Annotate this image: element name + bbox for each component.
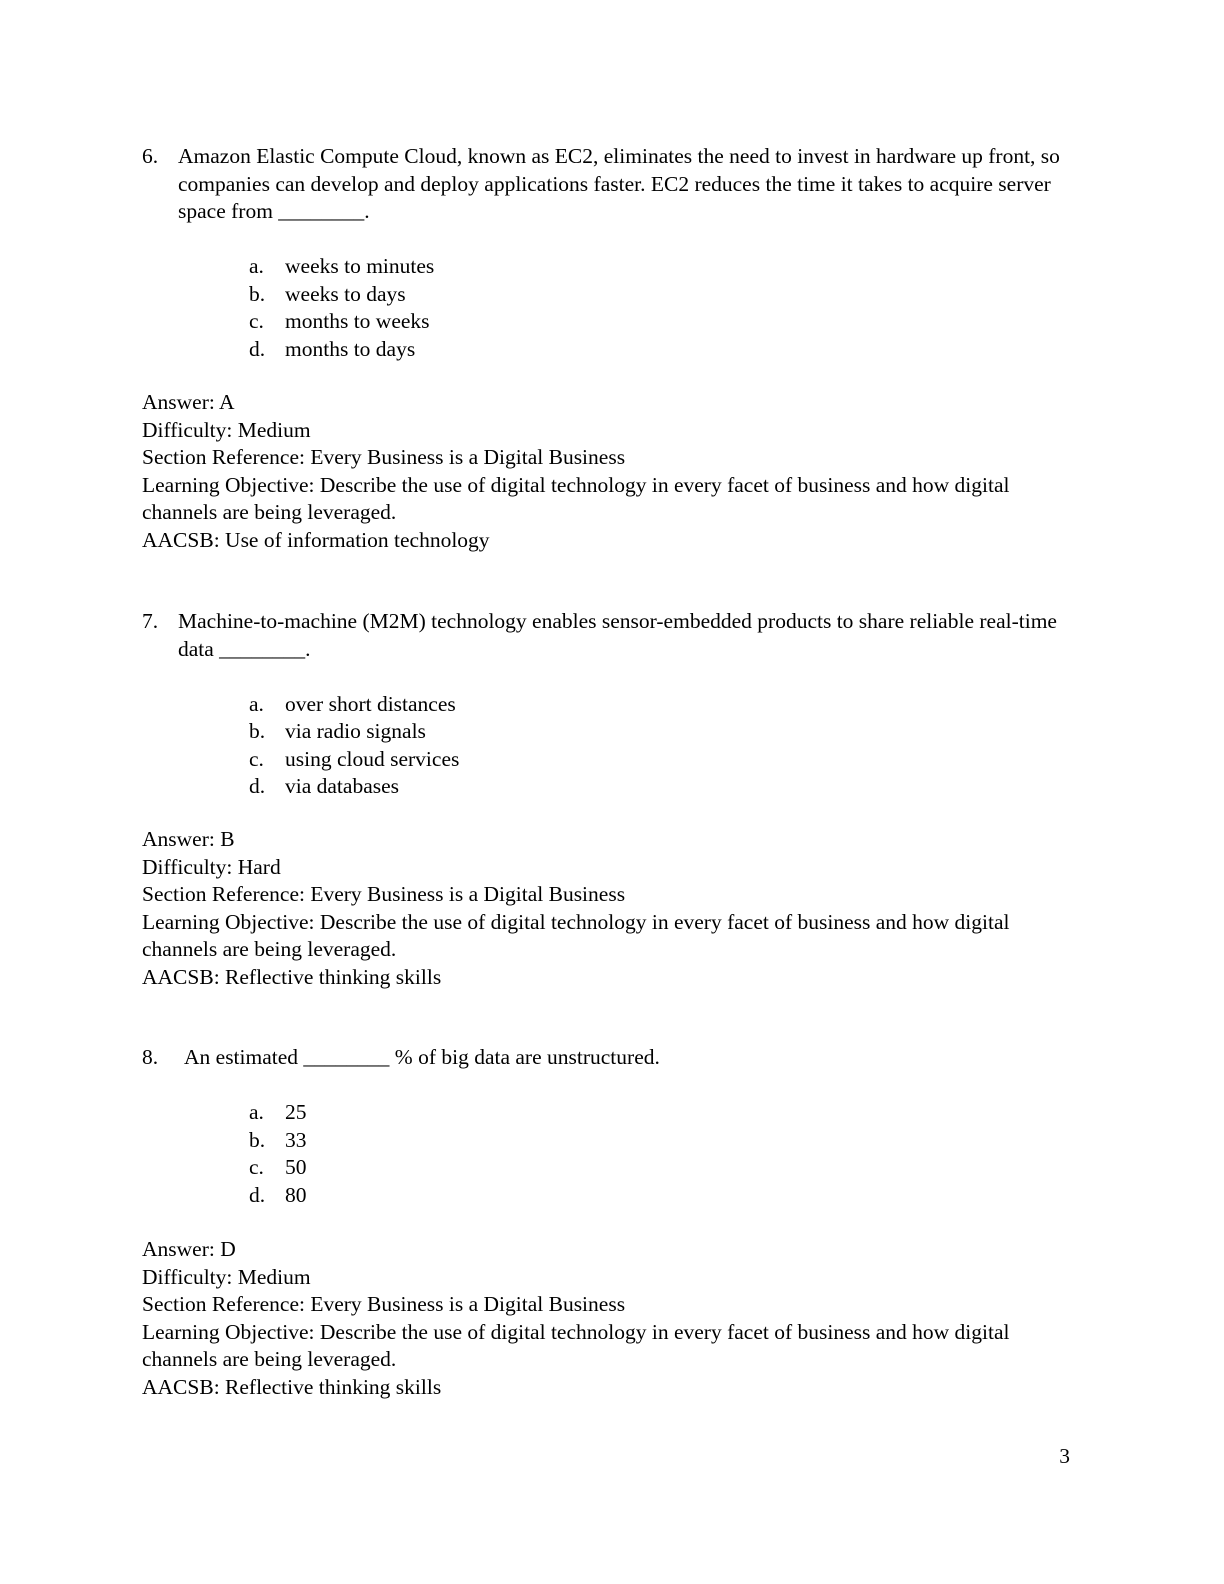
option-a: a. over short distances [249,691,456,716]
option-a: a. weeks to minutes [249,254,435,278]
aacsb: AACSB: Reflective thinking skills [142,1374,442,1399]
option-c: c. using cloud services [249,746,460,771]
question-text: Amazon Elastic Compute Cloud, known as EC2, eliminates the need to invest in hardware up front, so companies can develop and deploy applications faster. EC2 reduces the time it takes to acquire server space from ________. [178,144,1060,223]
section-reference: Section Reference: Every Business is a Digital Business [142,1292,626,1316]
option-c: c. months to weeks [249,309,430,333]
question-text: An estimated ________ % of big data are unstructured. [184,1045,660,1069]
page-number: 3 [1059,1444,1070,1468]
question-8 [142,1044,1082,1209]
option-b: b. weeks to days [249,281,406,306]
option-b: b. via radio signals [249,719,426,743]
learning-objective: Learning Objective: Describe the use of digital technology in every facet of business and how digital channels are being leveraged. [142,1319,1010,1371]
answer-block-6 [142,389,1082,554]
option-d: d. via databases [249,774,400,798]
options-list [249,1099,1082,1209]
difficulty: Difficulty: Medium [142,1264,311,1289]
question-stem [142,143,1082,226]
question-number: 7. [142,609,159,633]
option-d: d. 80 [249,1182,307,1207]
section-reference: Section Reference: Every Business is a Digital Business [142,445,626,469]
options-list [249,253,1082,363]
question-number: 6. [142,144,159,168]
question-stem [142,608,1082,663]
option-c: c. 50 [249,1155,307,1179]
option-a: a. 25 [249,1100,307,1124]
answer-block-7 [142,826,1082,991]
section-reference: Section Reference: Every Business is a Digital Business [142,882,626,906]
learning-objective: Learning Objective: Describe the use of digital technology in every facet of business and how digital channels are being leveraged. [142,472,1010,524]
question-number: 8. [142,1045,159,1069]
question-6 [142,143,1082,363]
answer: Answer: B [142,827,235,851]
answer: Answer: D [142,1237,236,1261]
learning-objective: Learning Objective: Describe the use of digital technology in every facet of business and how digital channels are being leveraged. [142,909,1010,961]
answer-block-8 [142,1236,1082,1401]
question-text: Machine-to-machine (M2M) technology enables sensor-embedded products to share reliable real-time data ________. [178,609,1057,661]
options-list [249,691,1082,801]
difficulty: Difficulty: Medium [142,417,311,442]
option-d: d. months to days [249,336,416,361]
difficulty: Difficulty: Hard [142,854,281,879]
option-b: b. 33 [249,1127,307,1152]
aacsb: AACSB: Use of information technology [142,527,490,552]
question-7 [142,608,1082,801]
question-stem [142,1044,1082,1072]
aacsb: AACSB: Reflective thinking skills [142,964,442,989]
answer: Answer: A [142,390,235,414]
